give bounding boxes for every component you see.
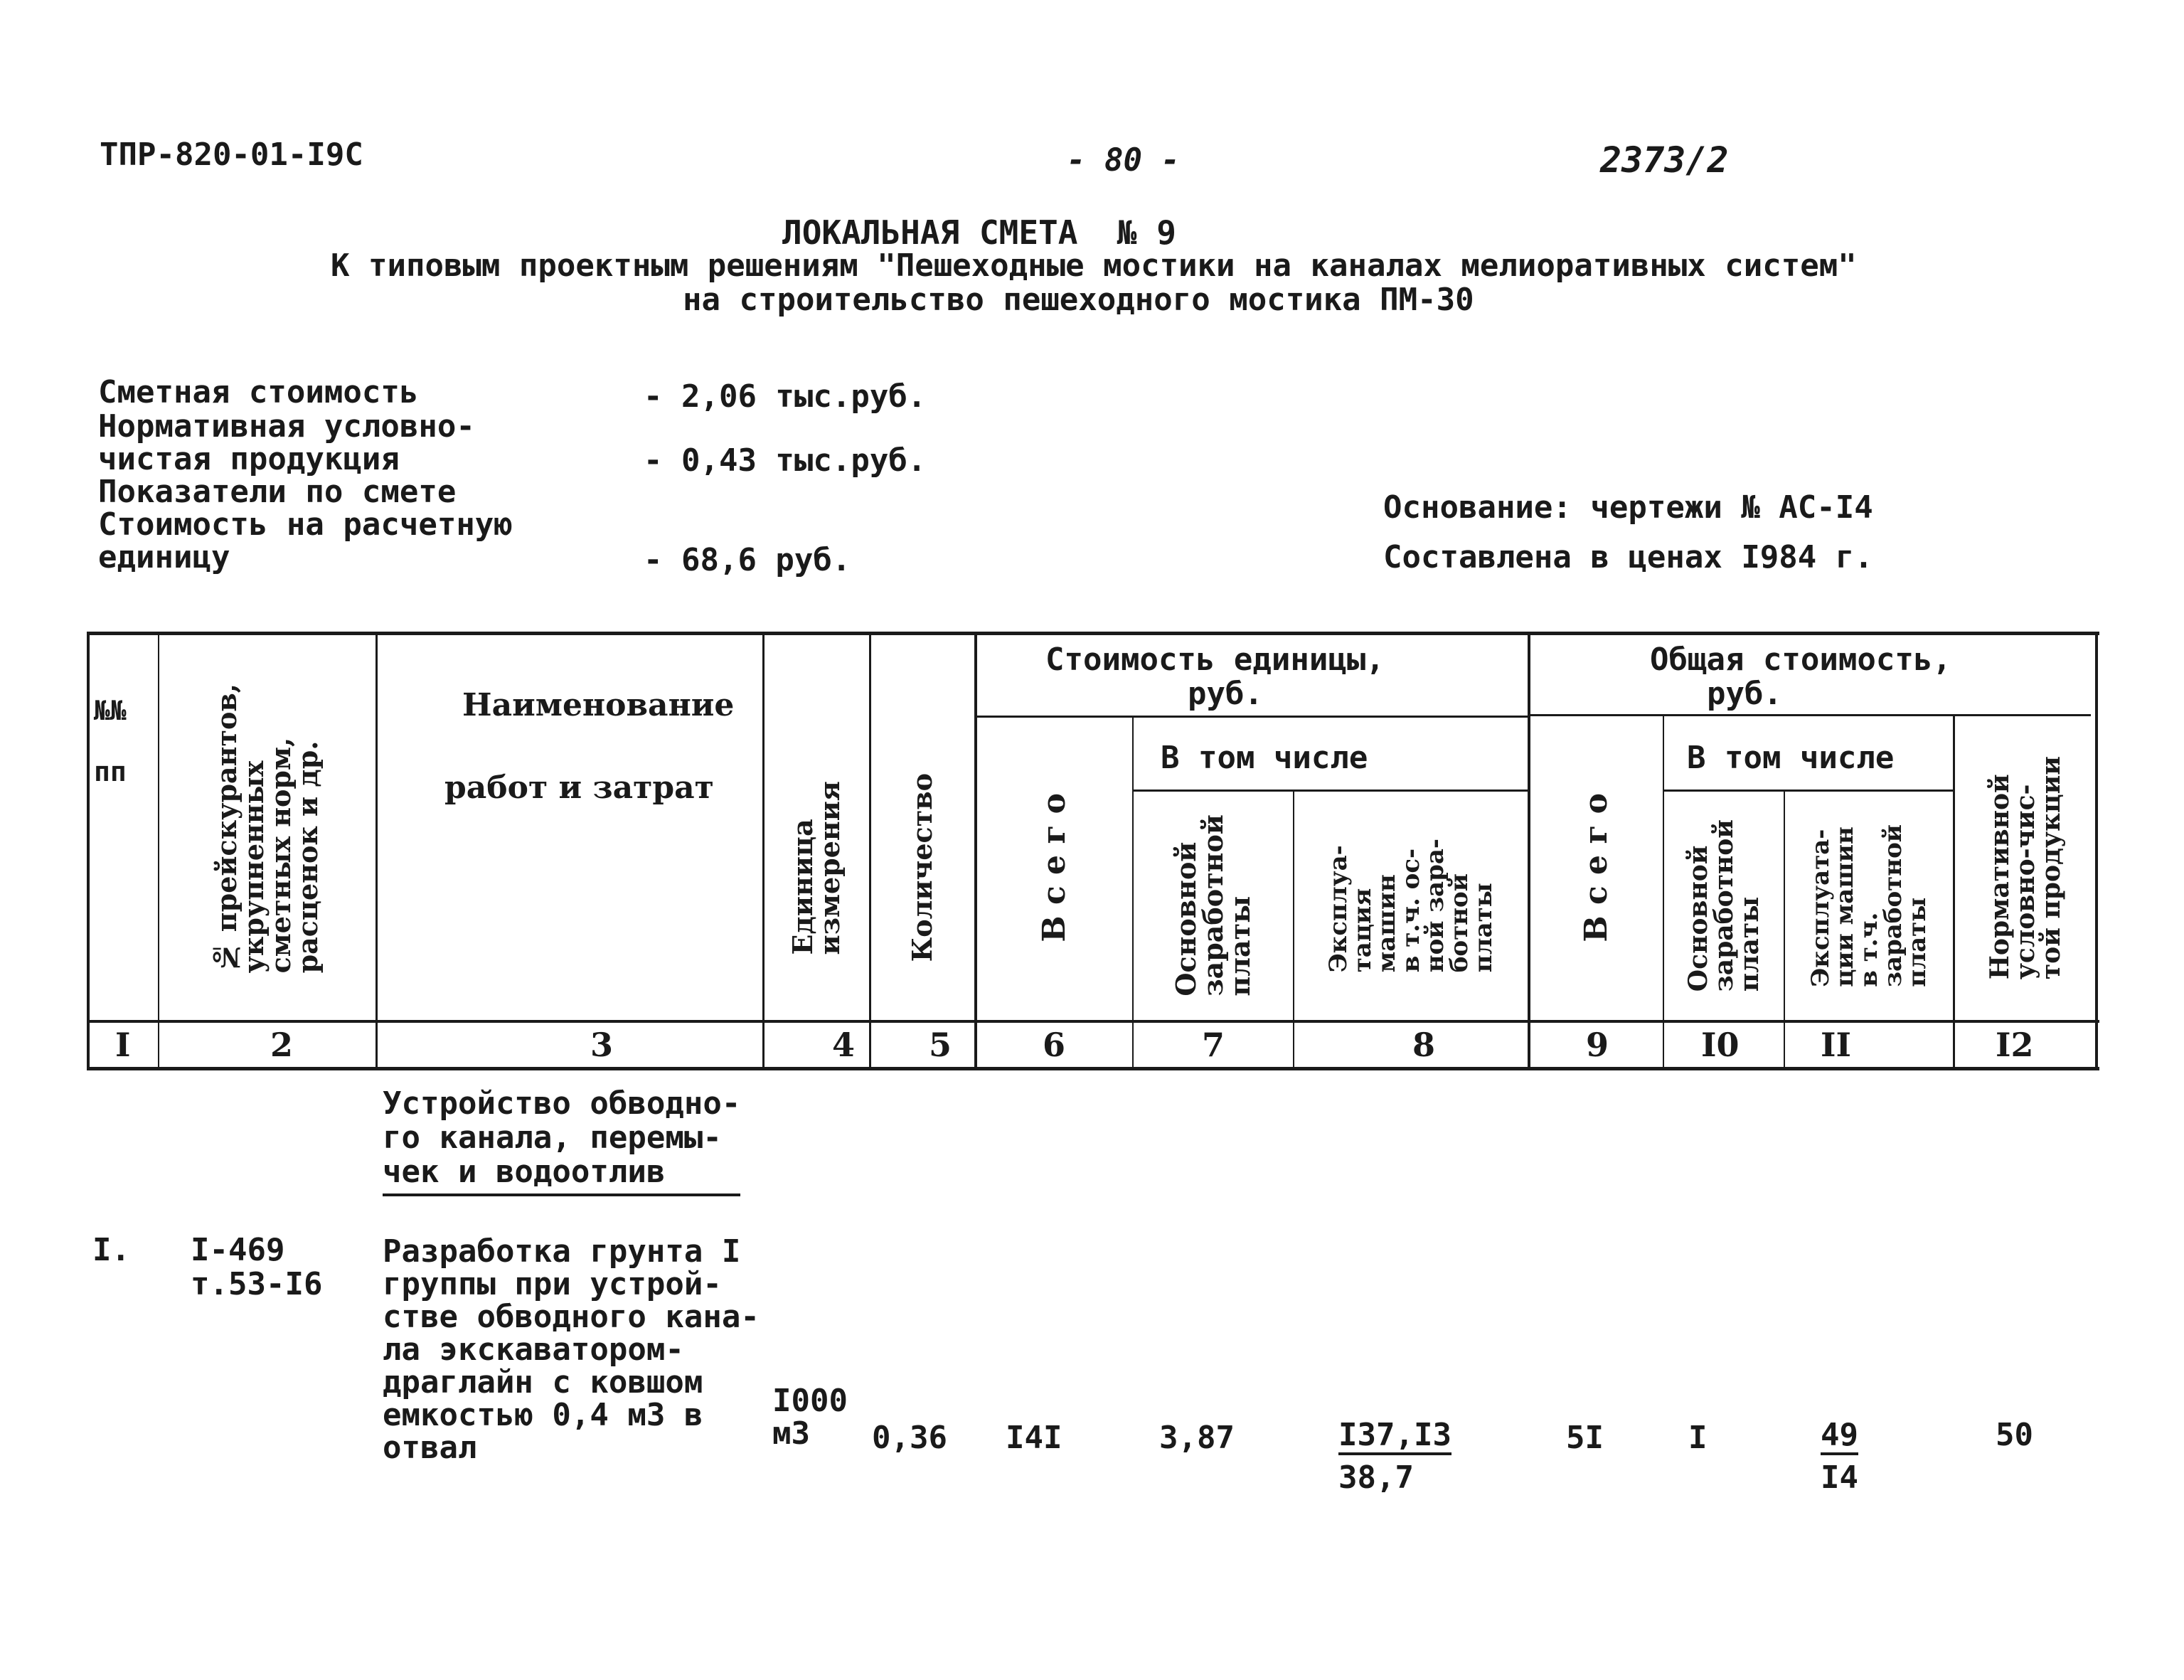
col1-header-a: №№ bbox=[94, 695, 127, 726]
colnum-4: 4 bbox=[832, 1026, 856, 1064]
colnum-9: 9 bbox=[1586, 1026, 1609, 1064]
colnum-1: I bbox=[115, 1026, 131, 1064]
col7-header bbox=[1135, 794, 1291, 1017]
col4-header bbox=[765, 718, 868, 1017]
row-unit-1: I000 bbox=[772, 1383, 848, 1419]
col-line-4 bbox=[869, 632, 871, 1070]
row-name-line-3: стве обводного кана- bbox=[383, 1299, 760, 1335]
col-line-12 bbox=[2095, 632, 2098, 1070]
section-title-line-2: го канала, перемы- bbox=[383, 1120, 722, 1156]
page-number: - 80 - bbox=[1067, 142, 1180, 179]
estimate-subtitle: К типовым проектным решениям "Пешеходные мостики на каналах мелиоративных систем" bbox=[331, 248, 1857, 284]
cost-value: - 2,06 тыс.руб. bbox=[644, 378, 927, 415]
total-cost-group-a: Общая стоимость, bbox=[1650, 642, 1951, 678]
row-unit-machines: I37,I3 bbox=[1338, 1420, 1451, 1455]
col8-header bbox=[1296, 794, 1526, 1017]
row-unit-total: I4I bbox=[1006, 1420, 1062, 1456]
row-code-2: т.53-I6 bbox=[191, 1266, 323, 1302]
col10-header-text: Основной заработной платы bbox=[1683, 819, 1764, 992]
col11-header bbox=[1786, 794, 1951, 1017]
col5-header-text: Количество bbox=[906, 773, 938, 962]
col5-header bbox=[872, 718, 973, 1017]
estimate-title: ЛОКАЛЬНАЯ СМЕТА № 9 bbox=[782, 213, 1176, 252]
colnum-6: 6 bbox=[1043, 1026, 1066, 1064]
row-total: 5I bbox=[1566, 1420, 1604, 1456]
colnum-10: I0 bbox=[1701, 1026, 1740, 1064]
estimate-object: на строительство пешеходного мостика ПМ-30 bbox=[683, 282, 1474, 318]
row-name-line-7: отвал bbox=[383, 1430, 477, 1466]
row-name-line-6: емкостью 0,4 м3 в bbox=[383, 1397, 703, 1433]
colnum-7: 7 bbox=[1202, 1026, 1225, 1064]
col-line-5 bbox=[974, 632, 977, 1070]
col6-header-text: В с е г о bbox=[1036, 793, 1072, 942]
doc-code: ТПР-820-01-I9C bbox=[100, 137, 363, 173]
col-line-7 bbox=[1293, 790, 1294, 1070]
row-name-line-1: Разработка грунта I bbox=[383, 1233, 741, 1270]
col-line-2 bbox=[375, 632, 378, 1070]
col2-header-text: № прейскурантов, укрупненных сметных норм, расценок и др. bbox=[211, 684, 324, 974]
table-bottom-border bbox=[87, 1067, 2099, 1070]
prices-text: Составлена в ценах I984 г. bbox=[1383, 539, 1873, 575]
row-name-line-2: группы при устрой- bbox=[383, 1266, 722, 1302]
row-total-machines: 49 bbox=[1821, 1420, 1858, 1455]
unit-cost-label-1: Стоимость на расчетную bbox=[98, 506, 513, 543]
col12-header-text: Нормативной условно-чис- той продукции bbox=[1985, 755, 2066, 980]
col-line-3 bbox=[762, 632, 765, 1070]
col-line-9 bbox=[1663, 714, 1664, 1070]
section-title-line-3: чек и водоотлив bbox=[383, 1154, 666, 1190]
col8-header-text: Эксплуа- тация машин в т.ч. ос- ной зара- ботной платы bbox=[1324, 838, 1498, 973]
col3-header-b: работ и затрат bbox=[444, 770, 714, 806]
incl-unit-divider bbox=[1132, 790, 1529, 792]
basis-text: Основание: чертежи № АС-I4 bbox=[1383, 489, 1873, 526]
section-title bbox=[383, 1085, 741, 1196]
unit-cost-divider bbox=[976, 716, 1529, 718]
col-line-10 bbox=[1784, 790, 1785, 1070]
colnum-8: 8 bbox=[1412, 1026, 1436, 1064]
total-cost-divider bbox=[1529, 714, 2091, 716]
col4-header-text: Единица измерения bbox=[787, 780, 846, 955]
col2-header bbox=[161, 640, 374, 1017]
colnum-12: I2 bbox=[1996, 1026, 2034, 1064]
doc-number: 2373/2 bbox=[1600, 139, 1729, 181]
row-unit-2: м3 bbox=[772, 1415, 810, 1452]
col-line-11 bbox=[1953, 714, 1955, 1070]
indicators-label: Показатели по смете bbox=[98, 474, 457, 510]
col1-header-b: пп bbox=[94, 756, 127, 787]
unit-cost-group-a: Стоимость единицы, bbox=[1045, 642, 1385, 678]
col-line-0 bbox=[87, 632, 90, 1070]
col9-header bbox=[1532, 718, 1661, 1017]
col11-header-text: Эксплуата- ции машин в т.ч. заработной платы bbox=[1806, 824, 1932, 987]
total-cost-group-b: руб. bbox=[1707, 676, 1782, 712]
colnum-3: 3 bbox=[590, 1026, 614, 1064]
incl-total-divider bbox=[1663, 790, 1954, 792]
row-unit-wage: 3,87 bbox=[1159, 1420, 1235, 1456]
table-header-divider bbox=[87, 1020, 2099, 1023]
colnum-5: 5 bbox=[929, 1026, 952, 1064]
colnum-2: 2 bbox=[270, 1026, 294, 1064]
colnum-11: II bbox=[1821, 1026, 1852, 1064]
row-number: I. bbox=[92, 1232, 130, 1268]
row-name-line-4: ла экскаватором- bbox=[383, 1331, 684, 1368]
col6-header bbox=[979, 718, 1131, 1017]
unit-cost-group-b: руб. bbox=[1188, 676, 1263, 712]
col-line-1 bbox=[158, 632, 159, 1070]
col-line-6 bbox=[1132, 716, 1134, 1070]
unit-cost-value: - 68,6 руб. bbox=[644, 542, 851, 578]
col7-header-text: Основной заработной платы bbox=[1170, 814, 1256, 996]
col-line-8 bbox=[1528, 632, 1530, 1070]
row-unit-machines-wage: 38,7 bbox=[1338, 1460, 1414, 1496]
table-top-border bbox=[87, 632, 2099, 635]
row-name-line-5: драглайн с ковшом bbox=[383, 1364, 703, 1400]
row-norm-production: 50 bbox=[1996, 1417, 2033, 1453]
cost-label: Сметная стоимость bbox=[98, 374, 419, 410]
col12-header bbox=[1957, 718, 2094, 1017]
incl-unit-header: В том числе bbox=[1161, 740, 1368, 776]
row-code-1: I-469 bbox=[191, 1232, 285, 1268]
col9-header-text: В с е г о bbox=[1578, 793, 1614, 942]
col3-header-a: Наименование bbox=[462, 687, 735, 723]
row-total-wage: I bbox=[1688, 1420, 1708, 1456]
norm-label-2: чистая продукция bbox=[98, 441, 400, 477]
section-title-line-1: Устройство обводно- bbox=[383, 1085, 741, 1122]
incl-total-header: В том числе bbox=[1687, 740, 1895, 776]
row-quantity: 0,36 bbox=[872, 1420, 947, 1456]
norm-label-1: Нормативная условно- bbox=[98, 408, 475, 445]
norm-value: - 0,43 тыс.руб. bbox=[644, 442, 927, 479]
row-total-machines-wage: I4 bbox=[1821, 1460, 1858, 1496]
col10-header bbox=[1666, 794, 1782, 1017]
unit-cost-label-2: единицу bbox=[98, 539, 230, 575]
